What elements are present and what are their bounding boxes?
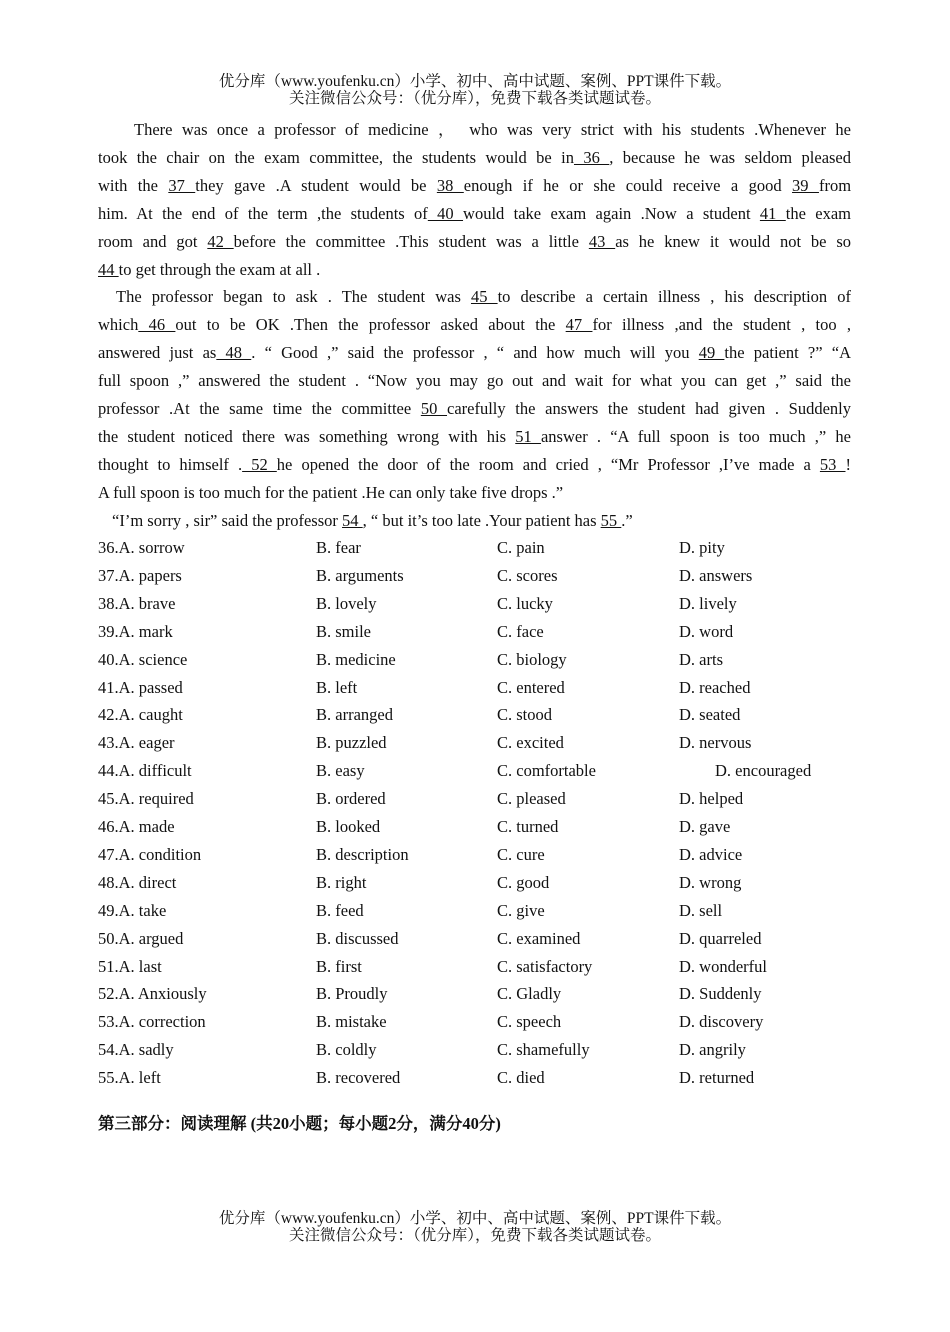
option-d: D. sell [679, 900, 723, 920]
answer-blank: 45 [470, 287, 498, 307]
option-b: B. fear [316, 538, 361, 557]
answer-blank: 41 [759, 203, 786, 223]
option-d: D. discovery [679, 1012, 764, 1032]
passage-line [98, 232, 851, 252]
passage-text: answer . “A full spoon is too much ,” he [540, 426, 851, 446]
footer-line-2: 关注微信公众号：（优分库），免费下载各类试题试卷。 [288, 1227, 661, 1244]
passage-text: full spoon ,” answered the student . “Now you may go out and wait for what you can get ,” said the [98, 371, 851, 391]
option-a: 52.A. Anxiously [98, 984, 207, 1004]
option-d: D. word [679, 621, 734, 641]
option-c: C. satisfactory [497, 956, 593, 976]
answer-blank: 46 [138, 315, 176, 335]
answer-blank: 37 [168, 175, 196, 195]
option-d: D. returned [679, 1068, 755, 1088]
passage-text: which [98, 315, 139, 335]
option-c: C. examined [497, 928, 581, 948]
passage-text: ! [845, 454, 851, 474]
passage-text: A full spoon is too much for the patient .He can only take five drops .” [98, 482, 564, 502]
option-c: C. speech [497, 1012, 562, 1032]
answer-blank: 42 [207, 231, 234, 251]
option-a: 53.A. correction [98, 1012, 206, 1032]
header-line-1: 优分库（www.youfenku.cn）小学、初中、高中试题、案例、PPT课件下载。 [218, 73, 732, 90]
passage-text: , “ but it’s too late .Your patient has [362, 510, 601, 530]
passage-line [98, 148, 851, 168]
passage-line [98, 455, 851, 475]
option-a: 40.A. science [98, 649, 188, 669]
passage-text: the patient ?” “A [724, 343, 852, 363]
option-c: C. pain [497, 538, 545, 557]
passage-text: he opened the door of the room and cried , “Mr Professor ,I’ve made a [276, 454, 820, 474]
option-d: D. nervous [679, 733, 752, 753]
option-c: C. turned [497, 817, 559, 836]
passage-text: they gave .A student would be [195, 175, 437, 195]
passage-text: him. At the end of the term ,the students of [98, 203, 428, 223]
option-c: C. entered [497, 677, 565, 697]
option-b: B. puzzled [316, 733, 387, 753]
option-c: C. died [497, 1068, 545, 1088]
option-b: B. arguments [316, 565, 404, 585]
option-b: B. ordered [316, 789, 386, 809]
passage-text: from [818, 175, 852, 195]
option-d: D. lively [679, 593, 737, 613]
passage-text: There was once a professor of medicine ， who was very strict with his students .Whenever he [134, 120, 851, 139]
option-b: B. description [316, 844, 409, 864]
option-d: D. wrong [679, 872, 742, 892]
passage-text: before the committee .This student was a little [233, 231, 589, 251]
passage-text: with the [98, 175, 169, 195]
option-b: B. discussed [316, 928, 399, 948]
passage-text: to get through the exam at all . [118, 259, 321, 279]
page-header [0, 73, 950, 107]
option-d: D. gave [679, 817, 731, 836]
option-b: B. lovely [316, 593, 377, 613]
passage-text: for illness ,and the student , too , [592, 315, 852, 335]
option-c: C. pleased [497, 789, 566, 809]
passage-text: “I’m sorry , sir” said the professor [112, 510, 343, 530]
passage-text: room and got [98, 231, 208, 251]
option-d: D. Suddenly [679, 984, 762, 1004]
option-a: 38.A. brave [98, 593, 176, 613]
passage-text: .” [621, 510, 633, 530]
passage-line [98, 399, 851, 419]
passage-text: would take exam again .Now a student [463, 203, 760, 223]
option-a: 37.A. papers [98, 565, 182, 585]
option-c: C. stood [497, 705, 553, 725]
option-c: C. comfortable [497, 761, 596, 781]
page-footer [0, 1210, 950, 1244]
option-a: 45.A. required [98, 789, 194, 809]
passage-line [98, 204, 851, 224]
option-a: 48.A. direct [98, 872, 177, 892]
option-d: D. encouraged [715, 761, 812, 781]
passage-line [98, 343, 851, 363]
option-d: D. quarreled [679, 928, 762, 948]
option-c: C. face [497, 621, 544, 641]
option-a: 51.A. last [98, 956, 162, 976]
option-a: 41.A. passed [98, 677, 183, 697]
option-b: B. feed [316, 900, 364, 920]
option-a: 47.A. condition [98, 844, 202, 864]
option-d: D. reached [679, 677, 751, 697]
passage-text: the student noticed there was something wrong with his [98, 426, 516, 446]
option-a: 49.A. take [98, 900, 167, 920]
option-b: B. easy [316, 761, 365, 781]
option-c: C. biology [497, 649, 567, 669]
answer-blank: 55 [600, 510, 622, 530]
passage-text: took the chair on the exam committee, the students would be in [98, 147, 574, 167]
option-b: B. right [316, 872, 367, 892]
option-b: B. recovered [316, 1068, 401, 1088]
answer-blank: 48 [216, 343, 252, 363]
passage-text: The professor began to ask . The student was [116, 287, 471, 307]
option-b: B. coldly [316, 1040, 377, 1060]
option-a: 50.A. argued [98, 928, 184, 948]
passage-text: answered just as [98, 343, 217, 363]
option-c: C. lucky [497, 593, 553, 613]
passage-text: enough if he or she could receive a good [463, 175, 793, 195]
passage-text: . “ Good ,” said the professor , “ and how much will you [251, 343, 699, 363]
option-d: D. advice [679, 844, 743, 864]
passage-text: , because he was seldom pleased [609, 147, 852, 167]
passage-line [112, 511, 851, 531]
answer-blank: 54 [342, 510, 363, 530]
answer-blank: 51 [515, 426, 541, 446]
answer-blank: 52 [242, 454, 277, 474]
passage-text: thought to himself . [98, 454, 243, 474]
answer-blank: 53 [819, 454, 846, 474]
section-heading: 第三部分：阅读理解 (共20小题；每小题2分，满分40分) [98, 1114, 501, 1133]
passage-text: carefully the answers the student had given . Suddenly [447, 399, 852, 418]
header-line-2: 关注微信公众号：（优分库），免费下载各类试题试卷。 [288, 90, 661, 107]
option-b: B. medicine [316, 649, 396, 669]
option-d: D. answers [679, 565, 753, 585]
passage-line [98, 315, 851, 335]
passage-text: to describe a certain illness , his description of [497, 287, 852, 307]
option-c: C. good [497, 872, 550, 892]
option-a: 44.A. difficult [98, 761, 192, 781]
option-d: D. wonderful [679, 956, 767, 976]
answer-blank: 47 [565, 315, 593, 335]
option-c: C. scores [497, 565, 558, 585]
passage-text: professor .At the same time the committee [98, 399, 421, 418]
passage-line [98, 176, 851, 196]
option-a: 46.A. made [98, 817, 175, 836]
passage-line [116, 287, 851, 307]
answer-blank: 49 [698, 343, 725, 363]
option-a: 54.A. sadly [98, 1040, 174, 1060]
passage-text: out to be OK .Then the professor asked about the [175, 315, 566, 335]
option-b: B. smile [316, 621, 372, 641]
option-a: 36.A. sorrow [98, 538, 185, 557]
passage-line [98, 371, 851, 391]
answer-blank: 44 [98, 259, 119, 279]
answer-blank: 38 [436, 175, 464, 195]
answer-blank: 39 [792, 175, 819, 195]
option-d: D. seated [679, 705, 741, 725]
option-b: B. Proudly [316, 984, 388, 1004]
answer-blank: 43 [588, 231, 616, 251]
answer-blank: 36 [573, 147, 610, 167]
option-b: B. arranged [316, 705, 393, 725]
option-c: C. Gladly [497, 984, 562, 1004]
option-a: 55.A. left [98, 1068, 161, 1088]
option-c: C. give [497, 900, 545, 920]
option-d: D. pity [679, 538, 725, 557]
answer-blank: 40 [427, 203, 464, 223]
option-b: B. mistake [316, 1012, 387, 1032]
option-a: 43.A. eager [98, 733, 175, 753]
answer-blank: 50 [420, 399, 448, 418]
option-a: 39.A. mark [98, 621, 173, 641]
passage-text: the exam [785, 203, 852, 223]
option-b: B. looked [316, 817, 381, 836]
passage-line [98, 260, 851, 280]
option-c: C. cure [497, 844, 545, 864]
option-c: C. shamefully [497, 1040, 590, 1060]
passage-line [98, 427, 851, 447]
option-c: C. excited [497, 733, 564, 753]
option-d: D. angrily [679, 1040, 746, 1060]
option-b: B. first [316, 956, 362, 976]
option-d: D. helped [679, 789, 744, 809]
passage-line [98, 483, 851, 503]
passage-text: as he knew it would not be so [615, 231, 851, 251]
option-a: 42.A. caught [98, 705, 183, 725]
footer-line-1: 优分库（www.youfenku.cn）小学、初中、高中试题、案例、PPT课件下载。 [218, 1210, 732, 1227]
option-b: B. left [316, 677, 358, 697]
passage-line [134, 120, 851, 140]
option-d: D. arts [679, 649, 723, 669]
